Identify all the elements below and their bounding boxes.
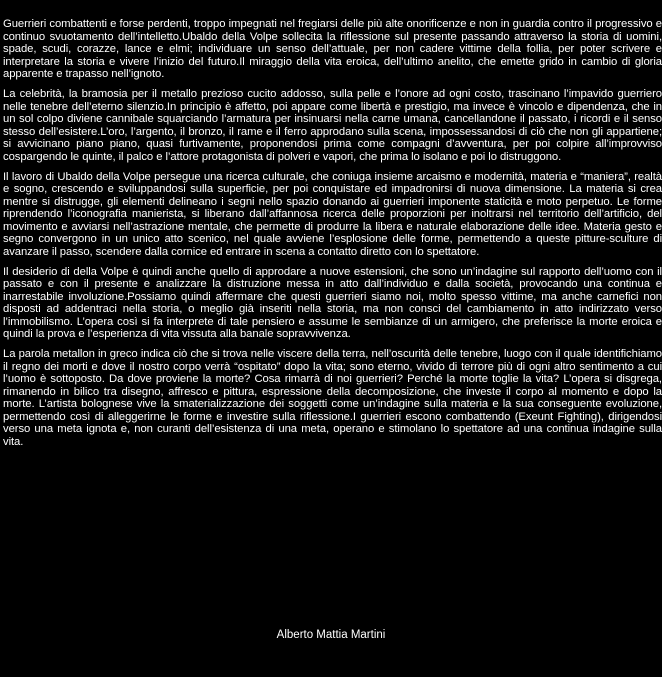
article-body xyxy=(3,18,662,456)
paragraph-4: Il desiderio di della Volpe è quindi anche quello di approdare a nuove estensioni, che sono un’indagine sul rapporto dell’uomo con il passato e con il presente e analizzare la distruzione messa in atto dall’individuo e dalla società, provocando una continua e inarrestabile involuzione.Possiamo quindi affermare che questi guerrieri siamo noi, molto spesso vittime, ma anche carnefici non disposti ad addentraci nella storia, o meglio già inseriti nella storia, ma non consci del cambiamento in atto indirizzato verso l’immobilismo. L’opera così si fa interprete di tale pensiero e assume le sembianze di un armigero, che preferisce la morte eroica e quindi la prova e l’esperienza di vita vissuta alla banale sopravvivenza. xyxy=(3,265,662,340)
paragraph-1: Guerrieri combattenti e forse perdenti, troppo impegnati nel fregiarsi delle più alte onorificenze e non in guardia contro il progressivo e continuo svuotamento dell’intelletto.Ubaldo della Volpe sollecita la riflessione sul presente passando attraverso la storia di uomini, spade, scudi, corazze, lance e elmi; individuare un senso dell’attuale, per non cadere vittime della follia, per poter scrivere e interpretare la storia e vivere l’inizio del futuro.Il miraggio della vita eroica, dell’ultimo anelito, che emette grido in cambio di gloria apparente e trapasso nell’ignoto. xyxy=(3,18,662,80)
author-signature: Alberto Mattia Martini xyxy=(276,629,386,641)
paragraph-5: La parola metallon in greco indica ciò che si trova nelle viscere della terra, nell’oscurità delle tenebre, luogo con il quale identifichiamo il regno dei morti e dove il nostro corpo verrà “ospitato” dopo la vita; sono eterno, vivido di terrore più di ogni altro sentimento a cui l’uomo è sottoposto. Da dove proviene la morte? Cosa rimarrà di noi guerrieri? Perché la morte toglie la vita? L’opera si disgrega, rimanendo in bilico tra disegno, affresco e pittura, espressione della decomposizione, che investe il corpo al momento e dopo la morte. L’artista bolognese vive la smaterializzazione dei soggetti come un’indagine sulla materia e la sua conseguente evoluzione, permettendo così di alleggerirne le forme e investire sulla riflessione.I guerrieri escono combattendo (Exeunt Fighting), dirigendosi verso una meta ignota e, non curanti dell’esistenza di una meta, operano e stimolano lo spettatore ad una continua indagine sulla vita. xyxy=(3,348,662,448)
paragraph-2: La celebrità, la bramosia per il metallo prezioso cucito addosso, sulla pelle e l’onore ad ogni costo, trascinano l’impavido guerriero nelle tenebre dell’eterno silenzio.In principio è affetto, poi appare come libertà e prestigio, ma invece è vincolo e dipendenza, che in un sol colpo diviene cannibale squarciando l’armatura per insinuarsi nella carne umana, cancellandone il passato, i ricordi e il senso stesso dell’esistere.L’oro, l’argento, il bronzo, il rame e il ferro approdano sulla scena, impossessandosi di ciò che non gli appartiene; si avvicinano piano piano, quasi furtivamente, proponendosi prima come compagni d’avventura, per poi colpire all’improvviso cospargendo le quinte, il palco e l’attore protagonista di polveri e vapori, che prima lo isolano e poi lo distruggono. xyxy=(3,88,662,163)
paragraph-3: Il lavoro di Ubaldo della Volpe persegue una ricerca culturale, che coniuga insieme arcaismo e modernità, materia e “maniera”, realtà e sogno, crescendo e sviluppandosi sulla superficie, per poi conquistare ed impadronirsi di nuova dimensione. La materia si crea mentre si distrugge, gli elementi delineano i segni nello spazio donando ai guerrieri imponente staticità e moto perpetuo. Le forme riprendendo l’iconografia manierista, si liberano dall’affannosa ricerca delle proporzioni per inoltrarsi nel territorio dell’artificio, del movimento e avviarsi nell’astrazione mentale, che permette di produrre la libera e naturale elaborazione delle idee. Materia gesto e segno convergono in un unico atto scenico, nel quale avviene l’esplosione delle forme, permettendo a queste pitture-sculture di avanzare il passo, scendere dalla cornice ed entrare in scena a contatto diretto con lo spettatore. xyxy=(3,170,662,258)
